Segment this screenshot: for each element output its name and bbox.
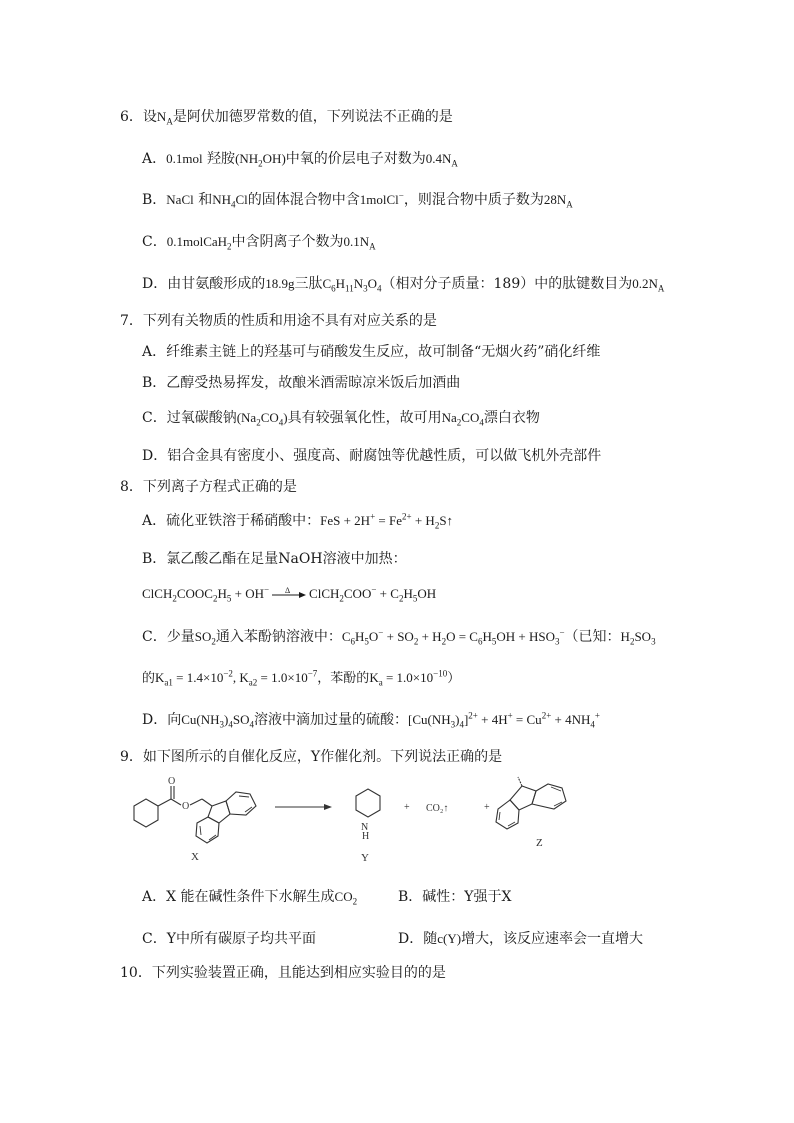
x-piperidine-ring [134, 799, 158, 827]
q9-option-d: D．随c(Y)增大，该反应速率会一直增大 [398, 931, 644, 947]
q8-option-a: A．硫化亚铁溶于稀硝酸中：FeS + $2H^+ = Fe^{2+}$ + $H_2S↑$ [142, 511, 454, 531]
q7-option-b: B．乙醇受热易挥发，故酿米酒需晾凉米饭后加酒曲 [142, 375, 461, 391]
label-x: X [191, 851, 199, 863]
q10-stem: 10．下列实验装置正确，且能达到相应实验目的的是 [120, 965, 446, 981]
q9-option-a: A．X 能在碱性条件下水解生成$CO_2$ [142, 889, 358, 907]
q8-option-d: D．向$Cu(NH_3)_4SO_4$溶液中滴加过量的硫酸：$[Cu(NH_3)_4]^{2+} + 4H^+ = Cu^{2+} + 4NH_4^+$ [142, 710, 600, 730]
x-ester-o-label: O [182, 801, 190, 812]
label-z: Z [536, 837, 543, 849]
q8-option-c-line2: 的$K_{a1} = 1.4\times 10^{-2}$, $K_{a2} = 1.0\times 10^{-7}$，苯酚的$K_a = 1.0\times 10^{-10}$） [142, 668, 461, 688]
q7-option-d: D．铝合金具有密度小、强度高、耐腐蚀等优越性质，可以做飞机外壳部件 [142, 448, 602, 464]
q7-stem: 7．下列有关物质的性质和用途不具有对应关系的是 [120, 313, 437, 329]
z-fulvene-5ring [510, 786, 536, 810]
z-benzene-upper [532, 784, 566, 809]
q6-stem: 6．设$N_A$是阿伏加德罗常数的值，下列说法不正确的是 [120, 109, 453, 127]
q9-stem: 9．如下图所示的自催化反应，Y作催化剂。下列说法正确的是 [120, 749, 503, 765]
x-carbonyl-o-label: O [168, 776, 176, 787]
plus-sign-2: + [484, 802, 490, 813]
y-h-label: H [362, 831, 370, 842]
q6-option-d: D．由甘氨酸形成的18.9g三肽$C_6H_{11}N_3O_4$（相对分子质量：189）中的肽键数目为$0.2N_A$ [142, 276, 665, 294]
q8-option-b: B．氯乙酸乙酯在足量NaOH溶液中加热： [142, 551, 407, 567]
y-n-label: N [361, 822, 369, 833]
q6-option-b: B．NaCl 和$NH_4Cl$的固体混合物中含1molCl−，则混合物中质子数为$28N_A$ [142, 190, 573, 210]
q8-stem: 8．下列离子方程式正确的是 [120, 479, 297, 495]
q8-option-c-line1: C．少量$SO_2$通入苯酚钠溶液中：$C_6H_5O^- + SO_2 + H_2O = C_6H_5OH + HSO_3^-$（已知：$H_2SO_3$ [142, 627, 656, 647]
q7-option-a: A．纤维素主链上的羟基可与硝酸发生反应，故可制备“无烟火药”硝化纤维 [142, 344, 601, 360]
label-y: Y [361, 852, 369, 864]
reaction-scheme [118, 774, 598, 870]
x-benzene-upper [226, 792, 256, 815]
q6-option-c: C．0.1molCaH$_2$中含阴离子个数为$0.1N_A$ [142, 234, 376, 252]
q6-option-a: A．0.1mol 羟胺$(NH_2OH)$中氧的价层电子对数为$0.4N_A$ [142, 151, 458, 169]
plus-sign-1: + [404, 802, 410, 813]
co2-label: CO₂↑ [426, 803, 449, 814]
reaction-arrow-heat: Δ [272, 590, 306, 600]
q8-option-b-equation: $ClCH_2COOC_2H_5 + OH^-$ Δ ClCH$_2$COO− + $C_2H_5OH$ [142, 584, 437, 604]
q7-option-c: C．过氧碳酸钠$(Na_2CO_4)$具有较强氧化性，故可用$Na_2CO_4$漂白衣物 [142, 410, 540, 428]
q9-option-b: B．碱性：Y强于X [398, 889, 512, 905]
q9-option-c: C．Y中所有碳原子均共平面 [142, 931, 316, 947]
x-benzene-lower [196, 817, 219, 843]
y-piperidine-ring [356, 789, 380, 817]
